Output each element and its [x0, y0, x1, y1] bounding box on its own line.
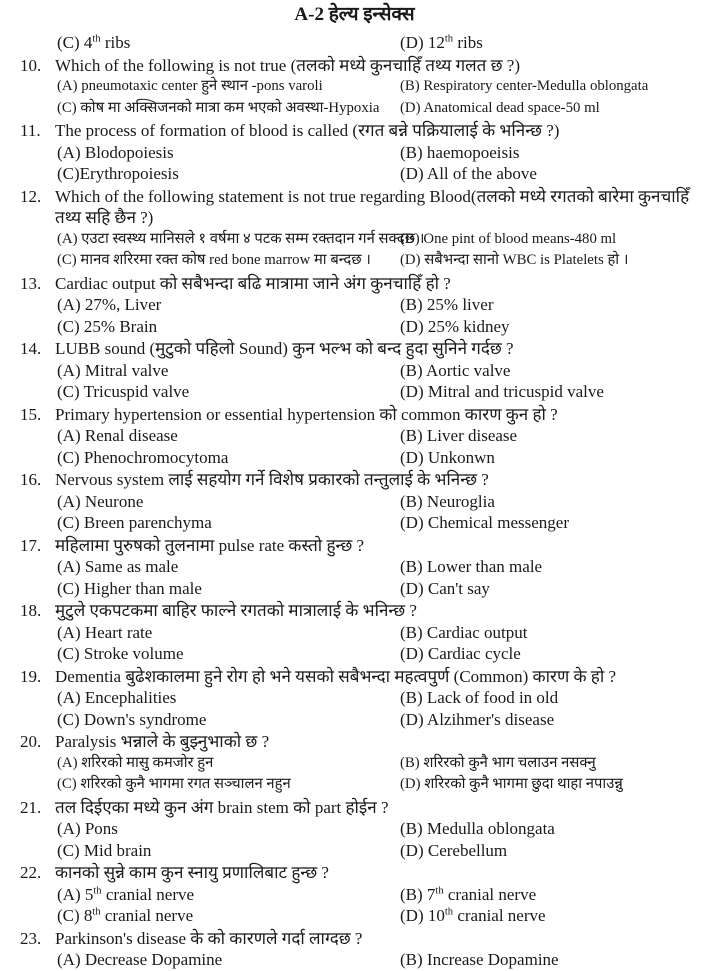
question-block — [0, 55, 709, 120]
option: (C)Erythropoiesis — [57, 164, 179, 183]
option: (B) Cardiac output — [400, 622, 528, 642]
question-number: 12. — [20, 186, 42, 206]
options-grid — [0, 491, 709, 534]
question-number: 21. — [20, 797, 42, 817]
options-grid — [0, 76, 709, 119]
question-text: Parkinson's disease के को कारणले गर्दा लाग्दछ ? — [55, 928, 363, 948]
question-number: 22. — [20, 863, 42, 882]
options-grid — [0, 622, 709, 665]
options-grid — [0, 687, 709, 730]
question-text: Cardiac output को सबैभन्दा बढि मात्रामा जाने अंग कुनचाहिँ हो ? — [55, 273, 451, 293]
question-header — [0, 273, 709, 295]
question-number: 14. — [20, 339, 42, 358]
option: (C) Breen parenchyma — [57, 513, 212, 532]
question-block — [0, 120, 709, 185]
question-number: 16. — [20, 470, 42, 489]
question-block — [0, 186, 709, 272]
question-block — [0, 600, 709, 665]
option: (C) कोष मा अक्सिजनको मात्रा कम भएको अवस्था-Hypoxia — [57, 99, 380, 116]
question-block — [0, 338, 709, 403]
option: (C) Higher than male — [57, 578, 202, 598]
options-grid — [0, 818, 709, 861]
page-title: A-2 हेल्य इन्सेक्स — [294, 4, 415, 25]
question-text: Which of the following statement is not true regarding Blood(तलको मध्ये रगतको बारेमा कुनचाहिँ तथ्य सहि छैन ?) — [55, 186, 690, 227]
question-block — [0, 797, 709, 862]
option: (A) 27%, Liver — [57, 295, 162, 314]
option: (B) One pint of blood means-480 ml — [400, 230, 617, 247]
question-number: 15. — [20, 404, 42, 424]
options-row-continued — [0, 32, 709, 54]
option: (A) Mitral valve — [57, 360, 169, 380]
option: (B) Aortic valve — [400, 360, 511, 380]
question-block — [0, 928, 709, 971]
option: (C) 25% Brain — [57, 316, 158, 336]
option: (C) Phenochromocytoma — [57, 447, 229, 467]
option: (D) सबैभन्दा सानो WBC is Platelets हो । — [400, 252, 629, 268]
option: (B) शरिरको कुनै भाग चलाउन नसक्नु — [400, 754, 596, 771]
question-header — [0, 55, 709, 77]
option: (A) Same as male — [57, 557, 179, 576]
question-header — [0, 404, 709, 426]
option: (B) Respiratory center-Medulla oblongata — [400, 78, 649, 94]
option: (A) शरिरको मासु कमजोर हुन — [57, 754, 214, 771]
question-block — [0, 731, 709, 796]
question-number: 13. — [20, 273, 42, 293]
options-grid — [0, 142, 709, 185]
question-header — [0, 600, 709, 622]
question-list — [0, 32, 709, 971]
question-number: 10. — [20, 55, 42, 75]
option: (A) Decrease Dopamine — [57, 950, 223, 969]
option: (C) शरिरको कुनै भागमा रगत सञ्चालन नहुन — [57, 776, 291, 792]
option: (C) मानव शरिरमा रक्त कोष red bone marrow मा बन्दछ । — [57, 252, 371, 268]
question-block — [0, 469, 709, 534]
question-text: मुटुले एकपटकमा बाहिर फाल्ने रगतको मात्रालाई के भनिन्छ ? — [55, 601, 417, 620]
question-header — [0, 338, 709, 360]
option: (C) Mid brain — [57, 840, 152, 860]
question-header — [0, 797, 709, 819]
option: (C) Down's syndrome — [57, 709, 207, 729]
question-block — [0, 404, 709, 469]
question-block — [0, 535, 709, 600]
option: (D) Cerebellum — [400, 840, 508, 860]
option: (D) 12th ribs — [400, 33, 483, 52]
option: (A) एउटा स्वस्थ्य मानिसले १ वर्षमा ४ पटक सम्म रक्तदान गर्न सक्दछ । — [57, 230, 425, 247]
option: (D) All of the above — [400, 164, 537, 183]
question-text: महिलामा पुरुषको तुलनामा pulse rate कस्तो हुन्छ ? — [55, 535, 365, 555]
option: (D) 10th cranial nerve — [400, 906, 546, 925]
options-grid — [0, 425, 709, 468]
option: (B) haemopoeisis — [400, 142, 520, 162]
options-grid — [0, 294, 709, 337]
question-block — [0, 862, 709, 927]
option: (B) Neuroglia — [400, 491, 495, 511]
question-text: Which of the following is not true (तलको मध्ये कुनचाहिँ तथ्य गलत छ ?) — [55, 55, 520, 75]
question-number: 20. — [20, 732, 42, 751]
options-grid — [0, 753, 709, 796]
question-text: Dementia बुढेशकालमा हुने रोग हो भने यसको सबैभन्दा महत्वपुर्ण (Common) कारण के हो ? — [55, 666, 617, 686]
option: (B) Medulla oblongata — [400, 819, 555, 838]
question-block — [0, 273, 709, 338]
option: (A) Renal disease — [57, 426, 178, 445]
options-grid — [0, 229, 709, 272]
option: (B) Increase Dopamine — [400, 950, 559, 969]
option: (C) Stroke volume — [57, 644, 184, 663]
option: (A) Heart rate — [57, 622, 153, 642]
option: (A) Encephalities — [57, 688, 177, 707]
option: (D) 25% kidney — [400, 316, 510, 336]
question-header — [0, 862, 709, 884]
question-header — [0, 186, 709, 229]
question-header — [0, 469, 709, 491]
question-text: Nervous system लाई सहयोग गर्ने विशेष प्रकारको तन्तुलाई के भनिन्छ ? — [55, 470, 489, 489]
question-text: LUBB sound (मुटुको पहिलो Sound) कुन भल्भ को बन्द हुदा सुनिने गर्दछ ? — [55, 339, 514, 358]
option: (B) Lack of food in old — [400, 688, 559, 707]
options-grid — [0, 360, 709, 403]
option: (D) Unkonwn — [400, 447, 495, 467]
option: (A) Blodopoiesis — [57, 142, 174, 162]
question-header — [0, 120, 709, 142]
question-text: The process of formation of blood is called (रगत बन्ने पक्रियालाई के भनिन्छ ?) — [55, 121, 560, 140]
question-number: 19. — [20, 666, 42, 686]
question-header — [0, 928, 709, 950]
question-block — [0, 666, 709, 731]
option: (D) Chemical messenger — [400, 513, 569, 532]
option: (C) 8th cranial nerve — [57, 906, 194, 925]
question-number: 18. — [20, 601, 42, 620]
question-header — [0, 666, 709, 688]
option: (D) Alzihmer's disease — [400, 709, 555, 729]
question-text: तल दिईएका मध्ये कुन अंग brain stem को part होईन ? — [55, 797, 389, 817]
option: (A) 5th cranial nerve — [57, 884, 195, 904]
option: (D) Mitral and tricuspid valve — [400, 382, 604, 401]
options-grid — [0, 884, 709, 927]
question-number: 17. — [20, 535, 42, 555]
option: (A) Pons — [57, 819, 118, 838]
option: (C) 4th ribs — [57, 33, 131, 52]
option: (D) Cardiac cycle — [400, 644, 521, 663]
option: (D) Can't say — [400, 578, 490, 598]
option: (B) Lower than male — [400, 557, 543, 576]
option: (B) 7th cranial nerve — [400, 884, 537, 904]
question-text: Primary hypertension or essential hypertension को common कारण कुन हो ? — [55, 404, 558, 424]
option: (D) शरिरको कुनै भागमा छुदा थाहा नपाउन्नु — [400, 776, 623, 792]
question-text: Paralysis भन्नाले के बुझ्नुभाको छ ? — [55, 732, 270, 751]
options-grid — [0, 556, 709, 599]
question-number: 23. — [20, 928, 42, 948]
option: (A) pneumotaxic center हुने स्थान -pons varoli — [57, 78, 323, 94]
question-number: 11. — [20, 121, 41, 140]
question-header — [0, 731, 709, 753]
options-grid — [0, 32, 709, 54]
option: (D) Anatomical dead space-50 ml — [400, 99, 600, 116]
option: (B) Liver disease — [400, 426, 518, 445]
option: (A) Neurone — [57, 491, 144, 511]
option: (C) Tricuspid valve — [57, 382, 190, 401]
question-text: कानको सुन्ने काम कुन स्नायु प्रणालिबाट हुन्छ ? — [55, 863, 329, 882]
option: (B) 25% liver — [400, 295, 494, 314]
question-header — [0, 535, 709, 557]
